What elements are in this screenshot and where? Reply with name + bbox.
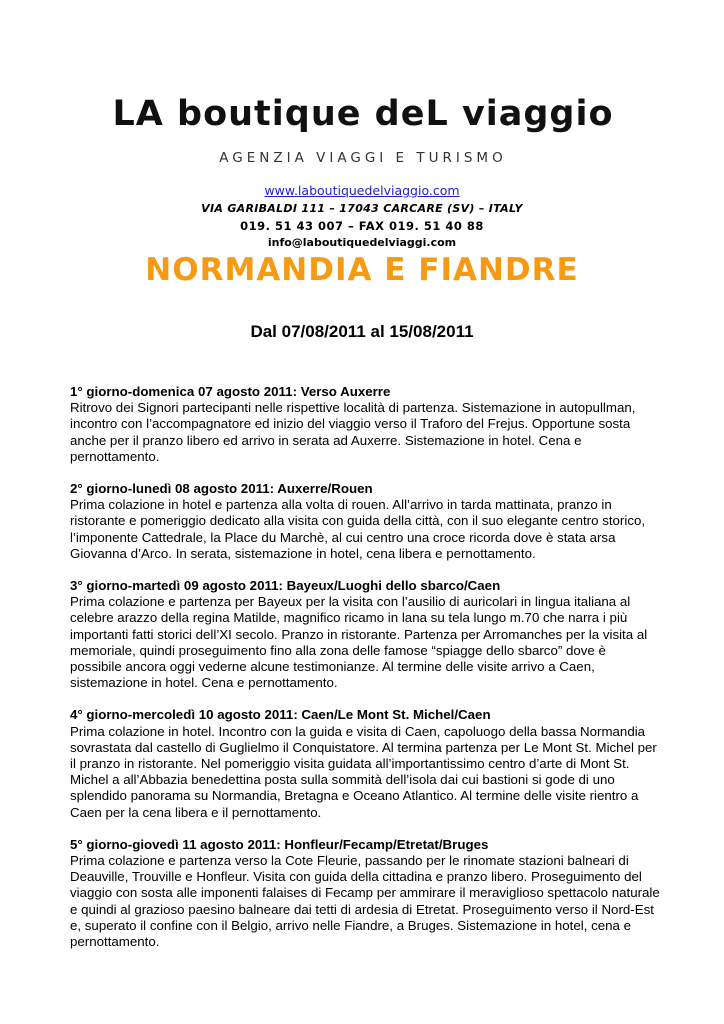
agency-logo <box>70 84 656 174</box>
agency-phone-fax: 019. 51 43 007 – FAX 019. 51 40 88 <box>240 219 484 233</box>
itinerary <box>70 384 660 966</box>
itinerary-day <box>70 837 660 950</box>
day-description: Ritrovo dei Signori partecipanti nelle rispettive località di partenza. Sistemazione in autopullman, incontro con l’accompagnatore ed inizio del viaggio verso il Traforo del Frejus. Opportune sosta anche per il pranzo libero ed arrivo in serata ad Auxerre. Sistemazione in hotel. Cena e pernottamento. <box>70 400 636 464</box>
trip-dates: Dal 07/08/2011 al 15/08/2011 <box>250 322 474 341</box>
day-heading: 2° giorno-lunedì 08 agosto 2011: Auxerre/Rouen <box>70 481 373 497</box>
day-heading: 4° giorno-mercoledì 10 agosto 2011: Caen/Le Mont St. Michel/Caen <box>70 707 491 723</box>
trip-title: NORMANDIA E FIANDRE <box>145 252 579 288</box>
day-heading: 5° giorno-giovedì 11 agosto 2011: Honfleur/Fecamp/Etretat/Bruges <box>70 836 489 852</box>
itinerary-day <box>70 481 660 562</box>
day-description: Prima colazione in hotel. Incontro con la guida e visita di Caen, capoluogo della bassa Normandia sovrastata dal castello di Guglielmo il Conquistatore. Al termina partenza per Le Mont St. Michel per il pranzo in ristorante. Nel pomeriggio visita guidata all’importantissimo centro d’arte di Mont St. Michel a all’Abbazia benedettina posta sulla sommità dell’isola dai cui bastioni si gode di uno splendido panorama su Normandia, Bretagna e Oceano Atlantico. Al termine delle visite rientro a Caen per la cena libera e il pernottamento. <box>70 723 657 820</box>
day-heading: 3° giorno-martedì 09 agosto 2011: Bayeux/Luoghi dello sbarco/Caen <box>70 578 501 594</box>
day-description: Prima colazione e partenza per Bayeux per la visita con l’ausilio di auricolari in lingua italiana al celebre arazzo della regina Matilde, magnifico ricamo in lana su tela lungo m.70 che narra i più importanti fatti storici dell’XI secolo. Pranzo in ristorante. Partenza per Arromanches per la visita al memoriale, quindi proseguimento fino alla zona delle famose “spiagge dello sbarco” dove è possibile ancora oggi vederne alcune testimonianze. Al termine delle visite arrivo a Caen, sistemazione in hotel. Cena e pernottamento. <box>70 594 648 691</box>
logo-title: LA boutique deL viaggio <box>112 94 614 134</box>
day-heading: 1° giorno-domenica 07 agosto 2011: Verso Auxerre <box>70 384 391 399</box>
agency-address: VIA GARIBALDI 111 – 17043 CARCARE (SV) – ITALY <box>201 202 523 215</box>
itinerary-day <box>70 384 660 465</box>
agency-email: info@laboutiquedelviaggi.com <box>267 236 457 249</box>
logo-subtitle: AGENZIA VIAGGI E TURISMO <box>219 150 507 166</box>
itinerary-day <box>70 707 660 820</box>
day-description: Prima colazione e partenza verso la Cote Fleurie, passando per le rinomate stazioni balneari di Deauville, Trouville e Honfleur. Visita con guida della cittadina e pranzo libero. Proseguimento del viaggio con sosta alle imponenti falaises di Fecamp per ammirare il meraviglioso spettacolo naturale e quindi al grazioso paesino balneare dai tetti di ardesia di Etretat. Proseguimento verso il Nord-Est e, superato il confine con il Belgio, arrivo nelle Fiandre, a Bruges. Sistemazione in hotel, cena e pernottamento. <box>70 853 660 950</box>
day-description: Prima colazione in hotel e partenza alla volta di rouen. All’arrivo in tarda mattinata, pranzo in ristorante e pomeriggio dedicato alla visita con guida della città, con il suo elegante centro storico, l’imponente Cattedrale, la Place du Marchè, al cui centro una croce ricorda dove è stata arsa Giovanna d’Arco. In serata, sistemazione in hotel, cena libera e pernottamento. <box>70 497 646 561</box>
website-link[interactable]: www.laboutiquedelviaggio.com <box>264 183 460 198</box>
itinerary-day <box>70 578 660 691</box>
